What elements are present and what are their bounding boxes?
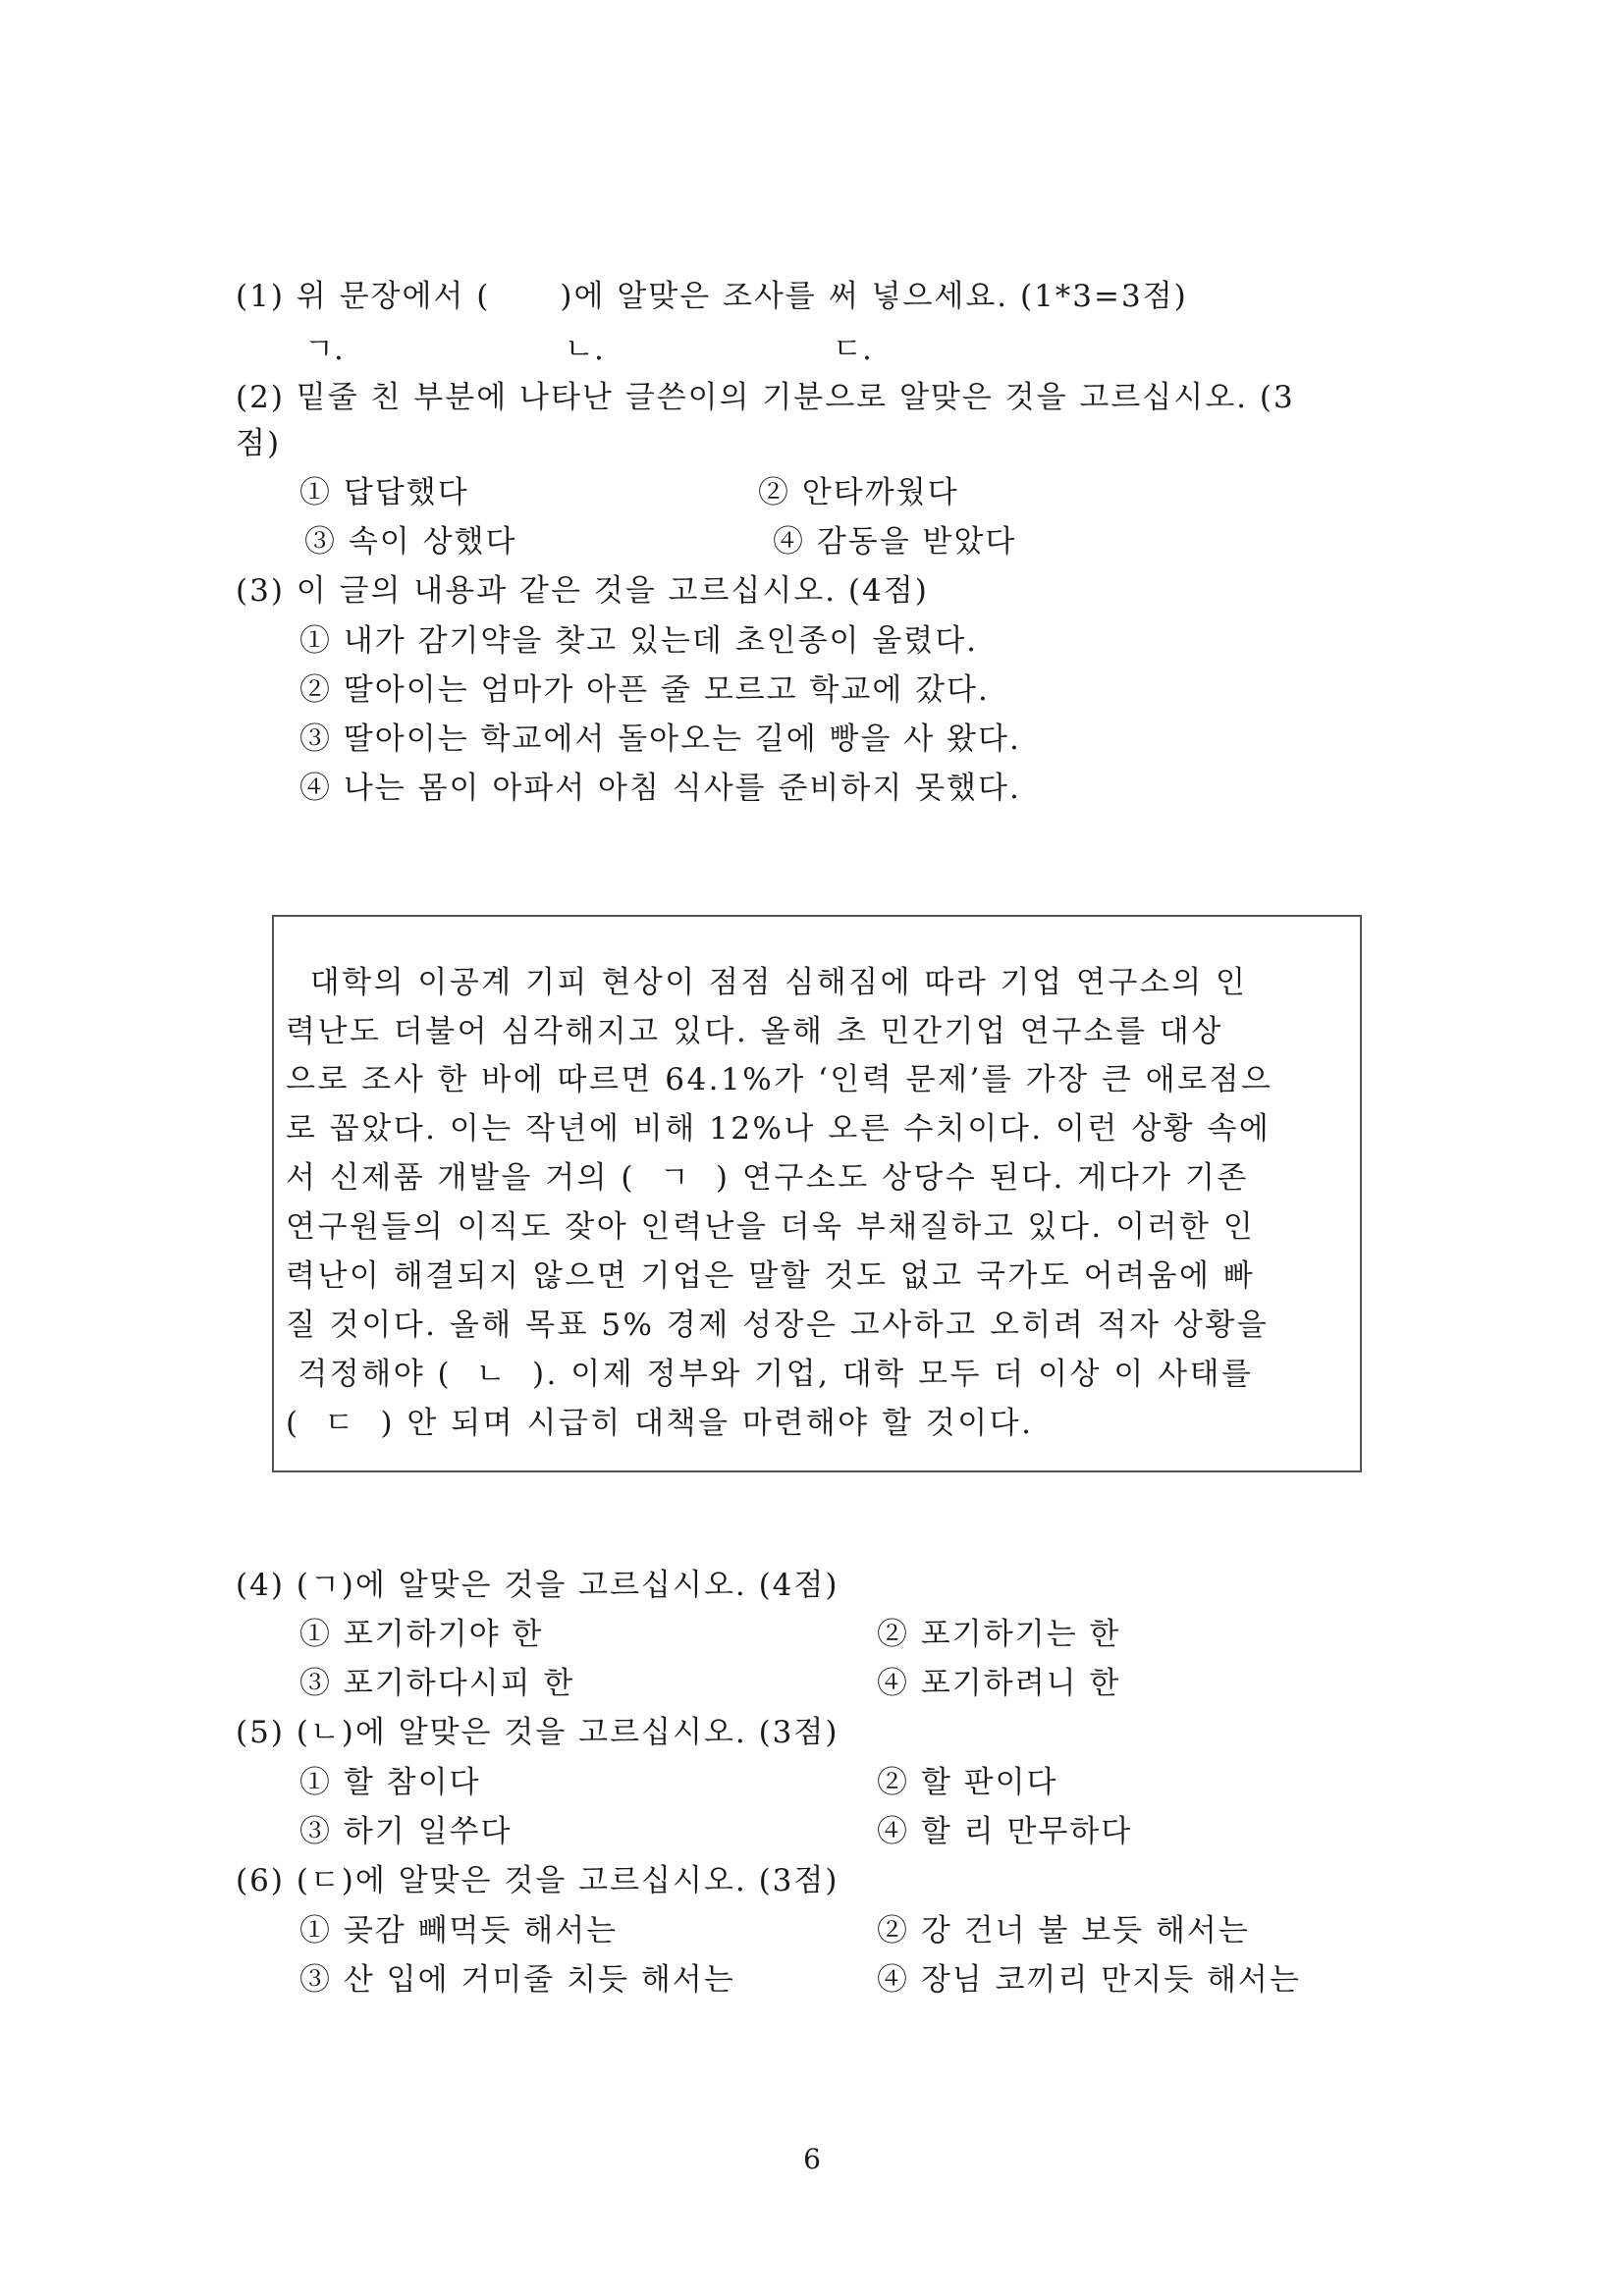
passage-line: 서 신제품 개발을 거의 ( ㄱ ) 연구소도 상당수 된다. 게다가 기존 <box>286 1160 1249 1196</box>
question-3-option-4: ④ 나는 몸이 아파서 아침 식사를 준비하지 못했다. <box>299 771 1021 806</box>
blank-giyeok: ㄱ. <box>304 332 344 367</box>
question-5-option-3: ③ 하기 일쑤다 <box>299 1814 513 1849</box>
question-2-text: (2) 밑줄 친 부분에 나타난 글쓴이의 기분으로 알맞은 것을 고르십시오. (3 <box>236 380 1295 415</box>
blank-digeut: ㄷ. <box>833 332 872 367</box>
question-5-option-1: ① 할 참이다 <box>299 1765 481 1800</box>
question-3-option-1: ① 내가 감기약을 찾고 있는데 초인종이 울렸다. <box>299 623 979 659</box>
question-5-option-4: ④ 할 리 만무하다 <box>877 1814 1133 1849</box>
question-3-option-2: ② 딸아이는 엄마가 아픈 줄 모르고 학교에 갔다. <box>299 672 990 708</box>
question-2-option-1: ① 답답했다 <box>299 475 469 510</box>
question-2-option-3: ③ 속이 상했다 <box>304 524 517 560</box>
passage-line: 질 것이다. 올해 목표 5% 경제 성장은 고사하고 오히려 적자 상황을 <box>286 1308 1270 1343</box>
question-1-blanks <box>0 330 1624 369</box>
question-2-option-2: ② 안타까웠다 <box>758 475 959 510</box>
question-4-option-4: ④ 포기하려니 한 <box>877 1666 1121 1701</box>
question-4-option-1: ① 포기하기야 한 <box>299 1617 544 1652</box>
passage-line: 걱정해야 ( ㄴ ). 이제 정부와 기업, 대학 모두 더 이상 이 사태를 <box>286 1357 1254 1392</box>
blank-nieun: ㄴ. <box>565 332 604 367</box>
question-6-option-3: ③ 산 입에 거미줄 치듯 해서는 <box>299 1962 735 1998</box>
question-4-option-3: ③ 포기하다시피 한 <box>299 1666 575 1701</box>
reading-passage-box <box>272 915 1362 1472</box>
question-6-option-1: ① 곶감 빼먹듯 해서는 <box>299 1913 619 1949</box>
question-4-text: (4) (ㄱ)에 알맞은 것을 고르십시오. (4점) <box>236 1568 839 1603</box>
passage-line: 연구원들의 이직도 잦아 인력난을 더욱 부채질하고 있다. 이러한 인 <box>286 1209 1256 1245</box>
question-5-text: (5) (ㄴ)에 알맞은 것을 고르십시오. (3점) <box>236 1715 839 1750</box>
question-2-option-4: ④ 감동을 받았다 <box>773 524 1017 560</box>
question-6-text: (6) (ㄷ)에 알맞은 것을 고르십시오. (3점) <box>236 1863 839 1898</box>
question-5-option-2: ② 할 판이다 <box>877 1765 1058 1800</box>
question-6-option-2: ② 강 건너 불 보듯 해서는 <box>877 1913 1250 1949</box>
passage-line: ( ㄷ ) 안 되며 시급히 대책을 마련해야 할 것이다. <box>286 1406 1034 1441</box>
question-4-option-2: ② 포기하기는 한 <box>877 1617 1121 1652</box>
passage-line: 력난도 더불어 심각해지고 있다. 올해 초 민간기업 연구소를 대상 <box>286 1014 1223 1049</box>
question-3-option-3: ③ 딸아이는 학교에서 돌아오는 길에 빵을 사 왔다. <box>299 721 1021 757</box>
passage-line: 대학의 이공계 기피 현상이 점점 심해짐에 따라 기업 연구소의 인 <box>286 965 1248 1000</box>
question-6-option-4: ④ 장님 코끼리 만지듯 해서는 <box>877 1962 1301 1998</box>
passage-line: 으로 조사 한 바에 따르면 64.1%가 ‘인력 문제’를 가장 큰 애로점으 <box>286 1062 1273 1097</box>
page-number: 6 <box>803 2143 821 2175</box>
question-3-text: (3) 이 글의 내용과 같은 것을 고르십시오. (4점) <box>236 573 929 609</box>
question-1-text: (1) 위 문장에서 ( )에 알맞은 조사를 써 넣으세요. (1*3=3점) <box>236 279 1188 314</box>
passage-line: 력난이 해결되지 않으면 기업은 말할 것도 없고 국가도 어려움에 빠 <box>286 1258 1256 1294</box>
passage-line: 로 꼽았다. 이는 작년에 비해 12%나 오른 수치이다. 이런 상황 속에 <box>286 1111 1272 1147</box>
question-2-text-cont: 점) <box>236 426 282 461</box>
